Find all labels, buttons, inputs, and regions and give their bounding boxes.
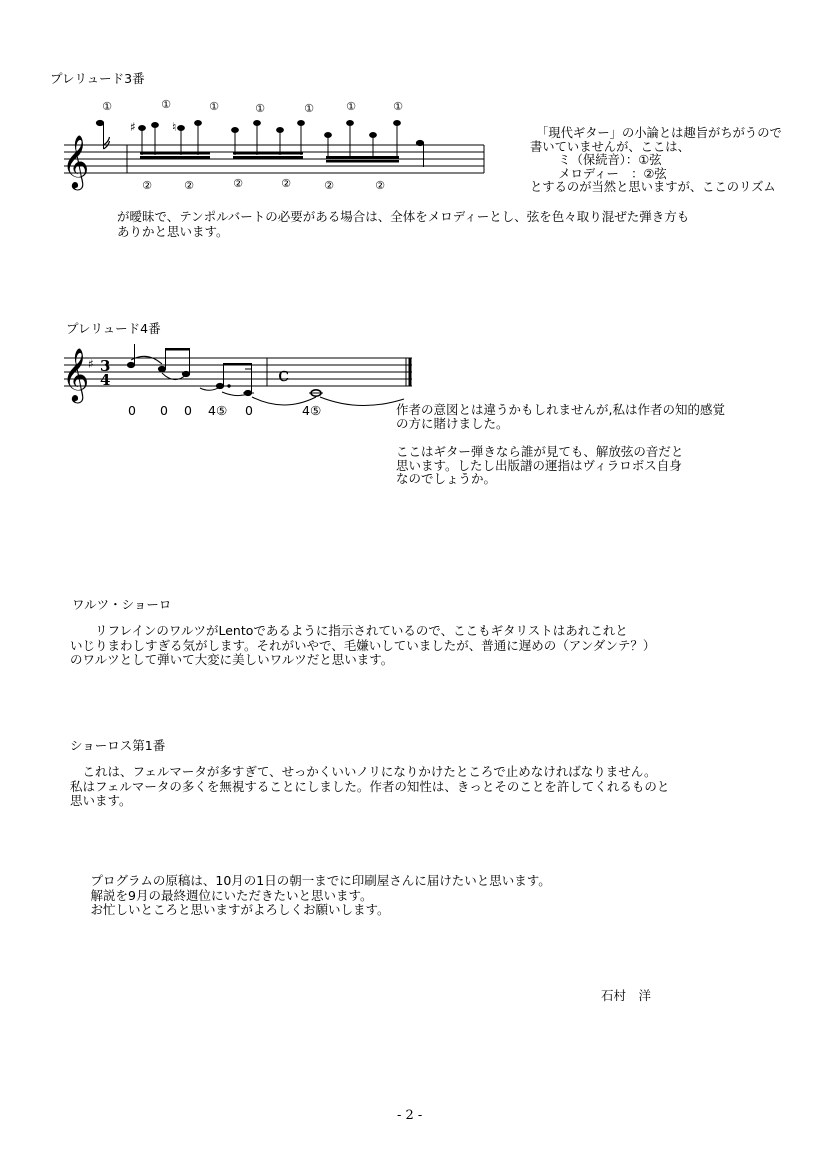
choros1-title: ショーロス第1番 xyxy=(70,738,166,753)
string-mark-above: ① xyxy=(304,102,314,115)
prelude3-score xyxy=(0,95,490,205)
prelude3-title: プレリュード3番 xyxy=(50,71,145,86)
prelude4-note-2: ここはギター弾きなら誰が見ても、解放弦の音だと 思います。したし出版譜の運指はヴィラロボス自身 なのでしょうか。 xyxy=(396,444,684,486)
prelude3-body: が曖昧で、テンポルバートの必要がある場合は、全体をメロディーとし、弦を色々取り混ぜた弾き方も ありかと思います。 xyxy=(117,209,690,239)
svg-text:♯: ♯ xyxy=(88,357,94,371)
string-mark-below: ② xyxy=(233,177,243,190)
string-mark-above: ① xyxy=(209,100,219,113)
page-number: - 2 - xyxy=(397,1108,423,1123)
choros1-body: これは、フェルマータが多すぎて、せっかくいいノリになりかけたところで止めなければなりません。 私はフェルマータの多くを無視することにしました。作者の知性は、きっとそのことを許してくれるものと 思います。 xyxy=(70,764,670,808)
waltz-body: リフレインのワルツがLentoであるように指示されているので、ここもギタリストはあれこれと いじりまわしすぎる気がします。それがいやで、毛嫌いしていましたが、普通に遅めの（アンダンテ？） のワルツとして弾いて大変に美しいワルツだと思います。 xyxy=(70,623,656,667)
string-mark-above: ① xyxy=(102,100,112,113)
svg-text:𝄞: 𝄞 xyxy=(62,347,90,401)
fingering-mark: 0 xyxy=(128,403,136,418)
fingering-mark: 4⑤ xyxy=(302,403,322,418)
svg-text:4: 4 xyxy=(100,371,111,389)
svg-text:♮: ♮ xyxy=(172,120,177,134)
string-mark-below: ② xyxy=(375,179,385,192)
svg-text:𝄞: 𝄞 xyxy=(62,134,90,188)
svg-text:♯: ♯ xyxy=(130,120,136,134)
waltz-title: ワルツ・ショーロ xyxy=(72,597,172,612)
fingering-mark: 0 xyxy=(245,403,253,418)
svg-text:c: c xyxy=(278,362,290,386)
string-mark-above: ① xyxy=(393,100,403,113)
fingering-mark: 0 xyxy=(184,403,192,418)
prelude4-title: プレリュード4番 xyxy=(66,321,161,336)
fingering-mark: 4⑤ xyxy=(208,403,228,418)
svg-text:3: 3 xyxy=(100,357,111,375)
string-mark-below: ② xyxy=(324,179,334,192)
string-mark-above: ① xyxy=(161,98,171,111)
prelude3-side-note: 「現代ギター」の小論とは趣旨がちがうので 書いていませんが、ここは、 ミ（保続音）：①弦 メロディー ：②弦 とするのが当然と思いますが、ここのリズム xyxy=(530,126,782,194)
string-mark-above: ① xyxy=(346,100,356,113)
string-mark-below: ② xyxy=(184,179,194,192)
string-mark-above: ① xyxy=(255,102,265,115)
string-mark-below: ② xyxy=(142,179,152,192)
string-mark-below: ② xyxy=(281,177,291,190)
signature: 石村 洋 xyxy=(601,988,652,1003)
closing-body: プログラムの原稿は、10月の1日の朝一までに印刷屋さんに届けたいと思います。 解説を9月の最終週位にいただきたいと思います。 お忙しいところと思いますがよろしくお願いします。 xyxy=(78,873,551,917)
prelude4-note-1: 作者の意図とは違うかもしれませんが,私は作者の知的感覚 の方に賭けました。 xyxy=(396,402,725,431)
fingering-mark: 0 xyxy=(160,403,168,418)
